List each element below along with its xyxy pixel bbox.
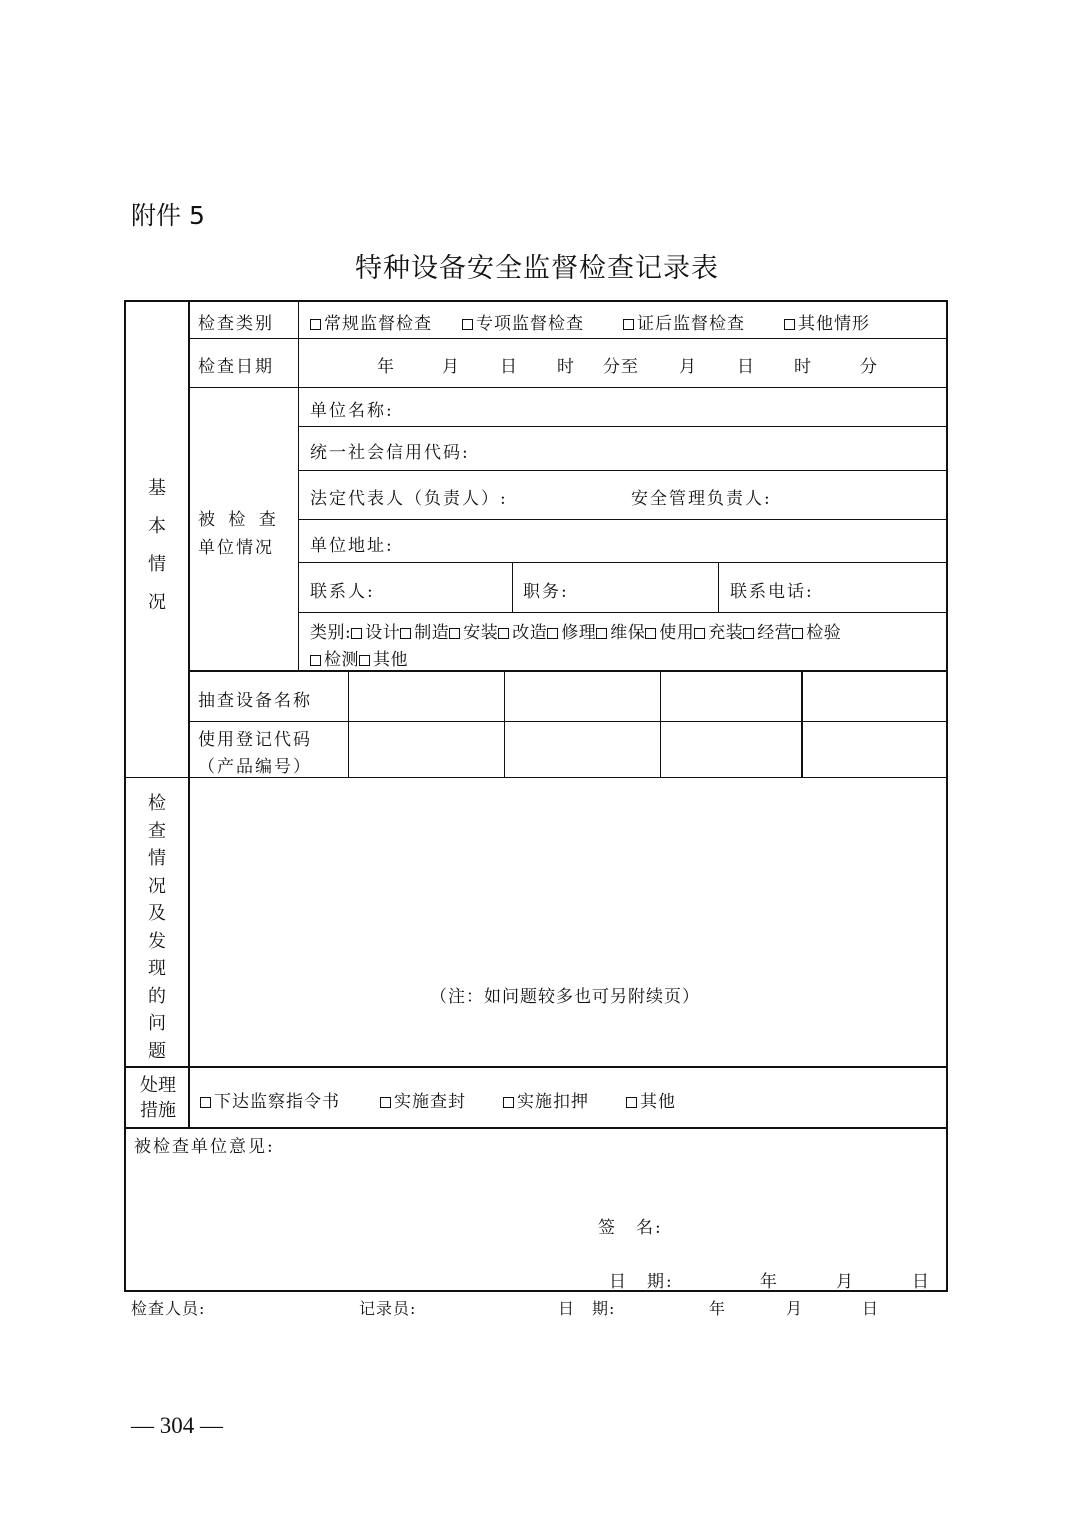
option-label: 常规监督检查 (324, 314, 432, 334)
row-line (298, 562, 947, 563)
opinion-day: 日 (912, 1272, 931, 1292)
inspector-label: 检查人员: (131, 1299, 206, 1318)
row-line (298, 426, 947, 427)
date-month: 月 (442, 357, 460, 377)
label-char: 基 (148, 478, 166, 499)
row-line (298, 519, 947, 520)
opinion-date-label: 日 期: (609, 1272, 674, 1292)
findings-input-area[interactable] (189, 780, 946, 1065)
checkbox-icon[interactable] (400, 628, 411, 639)
checkbox-icon[interactable] (626, 1097, 637, 1108)
date-month-end: 月 (679, 357, 697, 377)
checkbox-icon[interactable] (462, 319, 473, 330)
label-char: 的 (148, 985, 166, 1007)
footer-month: 月 (786, 1299, 804, 1318)
label-char: 检 (148, 793, 166, 814)
measure-seal[interactable] (380, 1087, 466, 1112)
attachment-label: 附件 5 (131, 201, 205, 230)
phone-field[interactable]: 联系电话: (730, 582, 814, 602)
registration-code-label-2: （产品编号） (198, 757, 312, 777)
findings-section-label (140, 790, 174, 1065)
category-option: 安装 (463, 623, 499, 643)
label-char: 发 (148, 930, 166, 952)
cell-divider (718, 563, 719, 612)
checkbox-icon[interactable] (694, 628, 705, 639)
label-line: 措施 (140, 1100, 176, 1121)
row-line (189, 670, 947, 672)
category-option: 设计 (365, 623, 401, 643)
checkbox-icon[interactable] (596, 628, 607, 639)
contact-field[interactable]: 联系人: (310, 582, 375, 602)
row-line (125, 1066, 947, 1068)
date-day: 日 (500, 357, 518, 377)
checkbox-icon[interactable] (359, 655, 370, 666)
date-hour: 时 (557, 357, 575, 377)
category-option: 经营 (757, 623, 793, 643)
checkbox-icon[interactable] (645, 628, 656, 639)
footer-year: 年 (709, 1299, 727, 1318)
checkbox-icon[interactable] (784, 319, 795, 330)
category-row-2 (310, 645, 408, 670)
category-option: 制造 (414, 623, 450, 643)
label-line: 处理 (140, 1075, 176, 1096)
checkbox-icon[interactable] (623, 319, 634, 330)
opinion-year: 年 (760, 1272, 779, 1292)
footer-day: 日 (862, 1299, 880, 1318)
option-label: 证后监督检查 (637, 314, 745, 334)
measure-label: 下达监察指令书 (214, 1092, 340, 1112)
sublabel-divider (298, 300, 299, 671)
label-char: 现 (148, 958, 166, 979)
cell-divider (512, 563, 513, 612)
category-option: 使用 (659, 623, 695, 643)
checkbox-icon[interactable] (503, 1097, 514, 1108)
checkbox-icon[interactable] (351, 628, 362, 639)
cell-divider (348, 671, 349, 778)
measure-label: 其他 (640, 1092, 676, 1112)
label-char: 查 (148, 820, 166, 842)
inspected-unit-label-2: 单位情况 (198, 538, 274, 558)
safety-manager-field[interactable]: 安全管理负责人: (631, 489, 772, 509)
checkbox-icon[interactable] (310, 655, 321, 666)
findings-note: （注：如问题较多也可另附续页） (430, 987, 700, 1007)
option-post-license[interactable] (623, 309, 745, 334)
label-char: 及 (148, 903, 166, 924)
table-border-left (124, 300, 126, 1292)
inspected-unit-label-1: 被 检 查 (198, 510, 280, 530)
basic-section-label (140, 470, 174, 622)
date-year: 年 (377, 357, 395, 377)
category-option: 其他 (373, 650, 408, 670)
measure-label: 实施查封 (394, 1092, 466, 1112)
unit-name-field[interactable]: 单位名称: (310, 401, 394, 421)
category-option: 修理 (561, 623, 597, 643)
label-char: 况 (148, 592, 166, 613)
date-day-end: 日 (737, 357, 755, 377)
inspection-type-label: 检查类别 (198, 314, 274, 334)
position-field[interactable]: 职务: (523, 582, 569, 602)
option-special[interactable] (462, 309, 584, 334)
row-line (298, 470, 947, 471)
checkbox-icon[interactable] (200, 1097, 211, 1108)
checkbox-icon[interactable] (792, 628, 803, 639)
table-border-bottom (124, 1290, 948, 1292)
category-option: 检测 (324, 650, 359, 670)
table-border-top (124, 300, 948, 302)
opinion-input-area[interactable] (126, 1160, 946, 1210)
option-other[interactable] (784, 309, 870, 334)
row-line (125, 1127, 947, 1129)
category-option: 改造 (512, 623, 548, 643)
cell-divider (660, 671, 661, 778)
row-line (189, 338, 947, 339)
cell-divider (504, 671, 505, 778)
label-char: 题 (148, 1040, 166, 1062)
inspection-date-label: 检查日期 (198, 357, 274, 377)
row-line (189, 387, 947, 388)
address-field[interactable]: 单位地址: (310, 536, 394, 556)
checkbox-icon[interactable] (547, 628, 558, 639)
form-title: 特种设备安全监督检查记录表 (355, 253, 719, 284)
row-line (189, 721, 947, 722)
table-border-right (946, 300, 948, 1292)
measure-seize[interactable] (503, 1087, 589, 1112)
date-minute-end: 分 (860, 357, 878, 377)
date-minute-to: 分至 (603, 357, 639, 377)
measure-label: 实施扣押 (517, 1092, 589, 1112)
recorder-label: 记录员: (359, 1299, 417, 1318)
label-char: 况 (148, 875, 166, 897)
legal-rep-field[interactable]: 法定代表人（负责人）: (310, 489, 508, 509)
checkbox-icon[interactable] (310, 319, 321, 330)
checkbox-icon[interactable] (498, 628, 509, 639)
label-char: 情 (148, 554, 166, 575)
signature-label: 签 名: (598, 1218, 663, 1238)
measure-directive[interactable] (200, 1087, 340, 1112)
category-option: 维保 (610, 623, 646, 643)
option-label: 其他情形 (798, 314, 870, 334)
row-line (125, 777, 947, 778)
option-label: 专项监督检查 (476, 314, 584, 334)
category-label: 类别: (310, 623, 352, 643)
footer-date-label: 日 期: (558, 1299, 616, 1318)
label-char: 问 (148, 1013, 166, 1034)
opinion-label: 被检查单位意见: (134, 1137, 275, 1157)
registration-code-label-1: 使用登记代码 (198, 730, 312, 750)
label-char: 本 (148, 516, 166, 537)
label-char: 情 (148, 848, 166, 869)
checkbox-icon[interactable] (449, 628, 460, 639)
opinion-month: 月 (836, 1272, 855, 1292)
category-option: 检验 (806, 623, 842, 643)
category-row-1 (310, 618, 841, 643)
measure-other[interactable] (626, 1087, 676, 1112)
category-option: 充装 (708, 623, 744, 643)
date-hour-end: 时 (794, 357, 812, 377)
cell-divider (801, 671, 803, 778)
checkbox-icon[interactable] (743, 628, 754, 639)
row-line (298, 612, 947, 613)
credit-code-field[interactable]: 统一社会信用代码: (310, 443, 470, 463)
measures-section-label (138, 1073, 178, 1123)
equipment-name-label: 抽查设备名称 (198, 691, 312, 711)
page-number: — 304 — (131, 1413, 223, 1438)
option-routine[interactable] (310, 309, 432, 334)
checkbox-icon[interactable] (380, 1097, 391, 1108)
